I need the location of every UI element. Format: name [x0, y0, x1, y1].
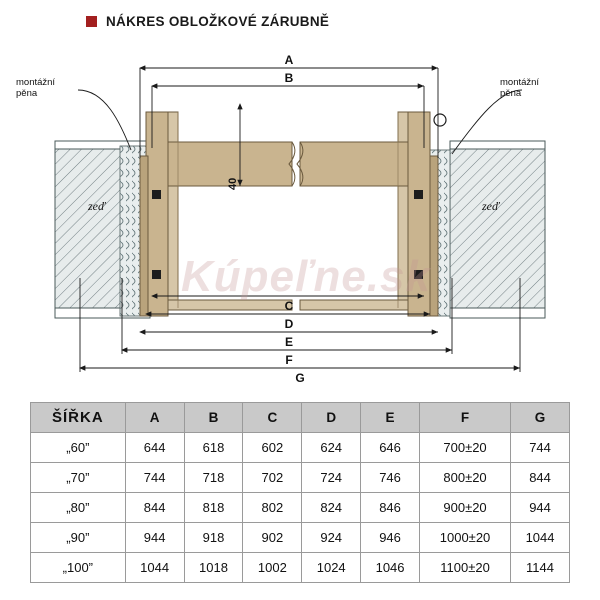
cell-a: 744 [125, 463, 184, 493]
cell-c: 902 [243, 523, 302, 553]
table-header-a: A [125, 403, 184, 433]
door-frame-assembly [140, 112, 438, 316]
cell-e: 846 [361, 493, 420, 523]
dimension-label-C: C [284, 299, 294, 313]
cell-a: 944 [125, 523, 184, 553]
cell-c: 702 [243, 463, 302, 493]
dimension-label-F: F [285, 353, 293, 367]
cell-g: 744 [511, 433, 570, 463]
cell-g: 944 [511, 493, 570, 523]
table-row [31, 463, 570, 493]
spec-table-wrapper [30, 402, 570, 583]
cell-b: 818 [184, 493, 243, 523]
cell-e: 946 [361, 523, 420, 553]
wall-right [450, 141, 545, 318]
table-header-f: F [419, 403, 510, 433]
callout-right-line2: pěna [500, 87, 522, 99]
cell-d: 824 [302, 493, 361, 523]
cell-f: 1100±20 [419, 553, 510, 583]
dimension-label-A: A [284, 53, 294, 67]
cell-sirka: „70” [31, 463, 126, 493]
table-header-d: D [302, 403, 361, 433]
cell-g: 1144 [511, 553, 570, 583]
cell-sirka: „80” [31, 493, 126, 523]
cell-c: 1002 [243, 553, 302, 583]
cell-a: 844 [125, 493, 184, 523]
cell-b: 718 [184, 463, 243, 493]
callout-right-foam [500, 78, 539, 100]
cell-c: 802 [243, 493, 302, 523]
cell-b: 1018 [184, 553, 243, 583]
callout-left-line2: pěna [16, 87, 38, 99]
spec-table [30, 402, 570, 583]
cell-g: 1044 [511, 523, 570, 553]
cell-c: 602 [243, 433, 302, 463]
cell-sirka: „90” [31, 523, 126, 553]
cell-a: 1044 [125, 553, 184, 583]
table-header-b: B [184, 403, 243, 433]
callout-right-line1: montážní [500, 77, 540, 88]
dimension-B [152, 86, 424, 148]
table-header-sirka: ŠÍŘKA [31, 403, 126, 433]
dimension-label-E: E [284, 335, 294, 349]
table-header-e: E [361, 403, 420, 433]
table-row [31, 553, 570, 583]
dimension-label-D: D [284, 317, 294, 331]
wall-label-right: zeď [482, 199, 500, 213]
title-text: NÁKRES OBLOŽKOVÉ ZÁRUBNĚ [106, 14, 330, 29]
table-header-row [31, 403, 570, 433]
callout-left-foam [16, 78, 55, 100]
cell-b: 618 [184, 433, 243, 463]
cell-d: 624 [302, 433, 361, 463]
dimension-label-B: B [284, 71, 294, 85]
dimension-label-40: 40 [227, 177, 239, 190]
cell-f: 900±20 [419, 493, 510, 523]
cell-e: 746 [361, 463, 420, 493]
cell-e: 1046 [361, 553, 420, 583]
table-header-c: C [243, 403, 302, 433]
wall-label-left: zeď [88, 199, 106, 213]
watermark: Kúpeľne.sk [181, 252, 431, 301]
cell-d: 1024 [302, 553, 361, 583]
cell-f: 1000±20 [419, 523, 510, 553]
dimension-label-G: G [295, 371, 305, 385]
table-row [31, 493, 570, 523]
cell-f: 700±20 [419, 433, 510, 463]
cell-sirka: „60” [31, 433, 126, 463]
cell-sirka: „100” [31, 553, 126, 583]
callout-left-line1: montážní [16, 77, 56, 88]
cell-b: 918 [184, 523, 243, 553]
cell-d: 924 [302, 523, 361, 553]
cell-g: 844 [511, 463, 570, 493]
page-title [86, 14, 329, 29]
table-row [31, 523, 570, 553]
cell-a: 644 [125, 433, 184, 463]
cell-f: 800±20 [419, 463, 510, 493]
cell-e: 646 [361, 433, 420, 463]
table-row [31, 433, 570, 463]
table-header-g: G [511, 403, 570, 433]
title-square-icon [86, 16, 97, 27]
cell-d: 724 [302, 463, 361, 493]
